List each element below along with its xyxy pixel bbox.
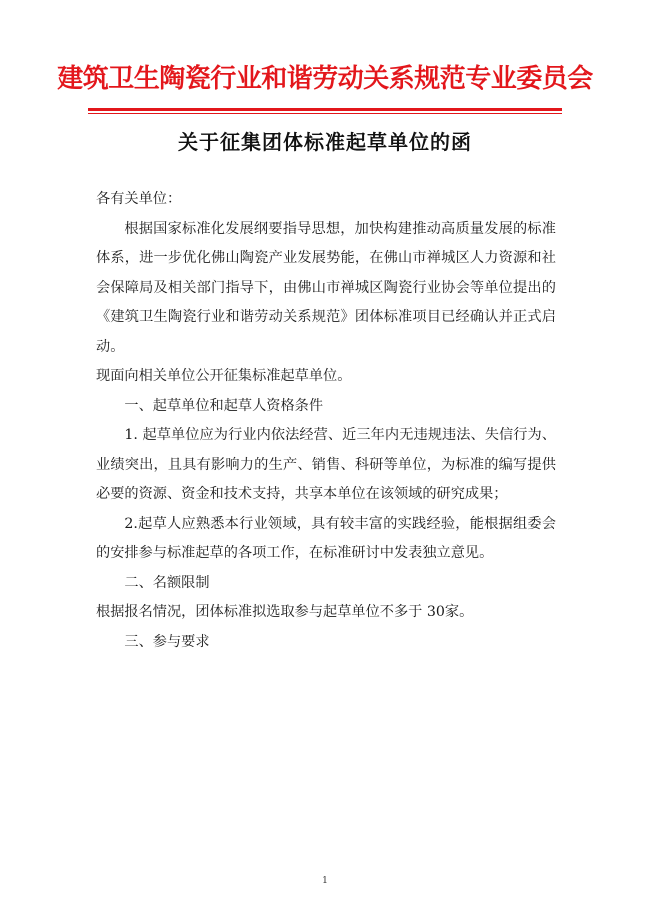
section-1-heading: 一、起草单位和起草人资格条件 xyxy=(124,397,324,414)
salutation: 各有关单位： xyxy=(96,191,182,207)
section-2-text: 根据报名情况，团体标准拟选取参与起草单位不多于 30家。 xyxy=(96,604,474,620)
header-divider-thin xyxy=(88,113,562,114)
section-3-heading: 三、参与要求 xyxy=(124,633,210,650)
intro-paragraph: 根据国家标准化发展纲要指导思想，加快构建推动高质量发展的标准体系，进一步优化佛山陶瓷产业发展势能，在佛山市禅城区人力资源和社会保障局及相关部门指导下，由佛山市禅城区陶瓷行业协会等单位提出的《建筑卫生陶瓷行业和谐劳动关系规范》团体标准项目已经确认并正式启动。 xyxy=(96,220,556,355)
section-1-item-1: 1. 起草单位应为行业内依法经营、近三年内无违规违法、失信行为、业绩突出，且具有影响力的生产、销售、科研等单位，为标准的编写提供必要的资源、资金和技术支持，共享本单位在该领域的研究成果； xyxy=(96,427,556,502)
page-number: 1 xyxy=(322,876,328,886)
document-body xyxy=(96,185,556,657)
section-1-item-2: 2.起草人应熟悉本行业领域，具有较丰富的实践经验，能根据组委会的安排参与标准起草的各项工作，在标准研讨中发表独立意见。 xyxy=(96,515,556,561)
document-title: 关于征集团体标准起草单位的函 xyxy=(178,130,472,154)
intro-paragraph-continued: 现面向相关单位公开征集标准起草单位。 xyxy=(96,368,352,384)
section-2-heading: 二、名额限制 xyxy=(124,574,210,591)
header-divider-thick xyxy=(88,108,562,111)
organization-header: 建筑卫生陶瓷行业和谐劳动关系规范专业委员会 xyxy=(57,64,593,94)
